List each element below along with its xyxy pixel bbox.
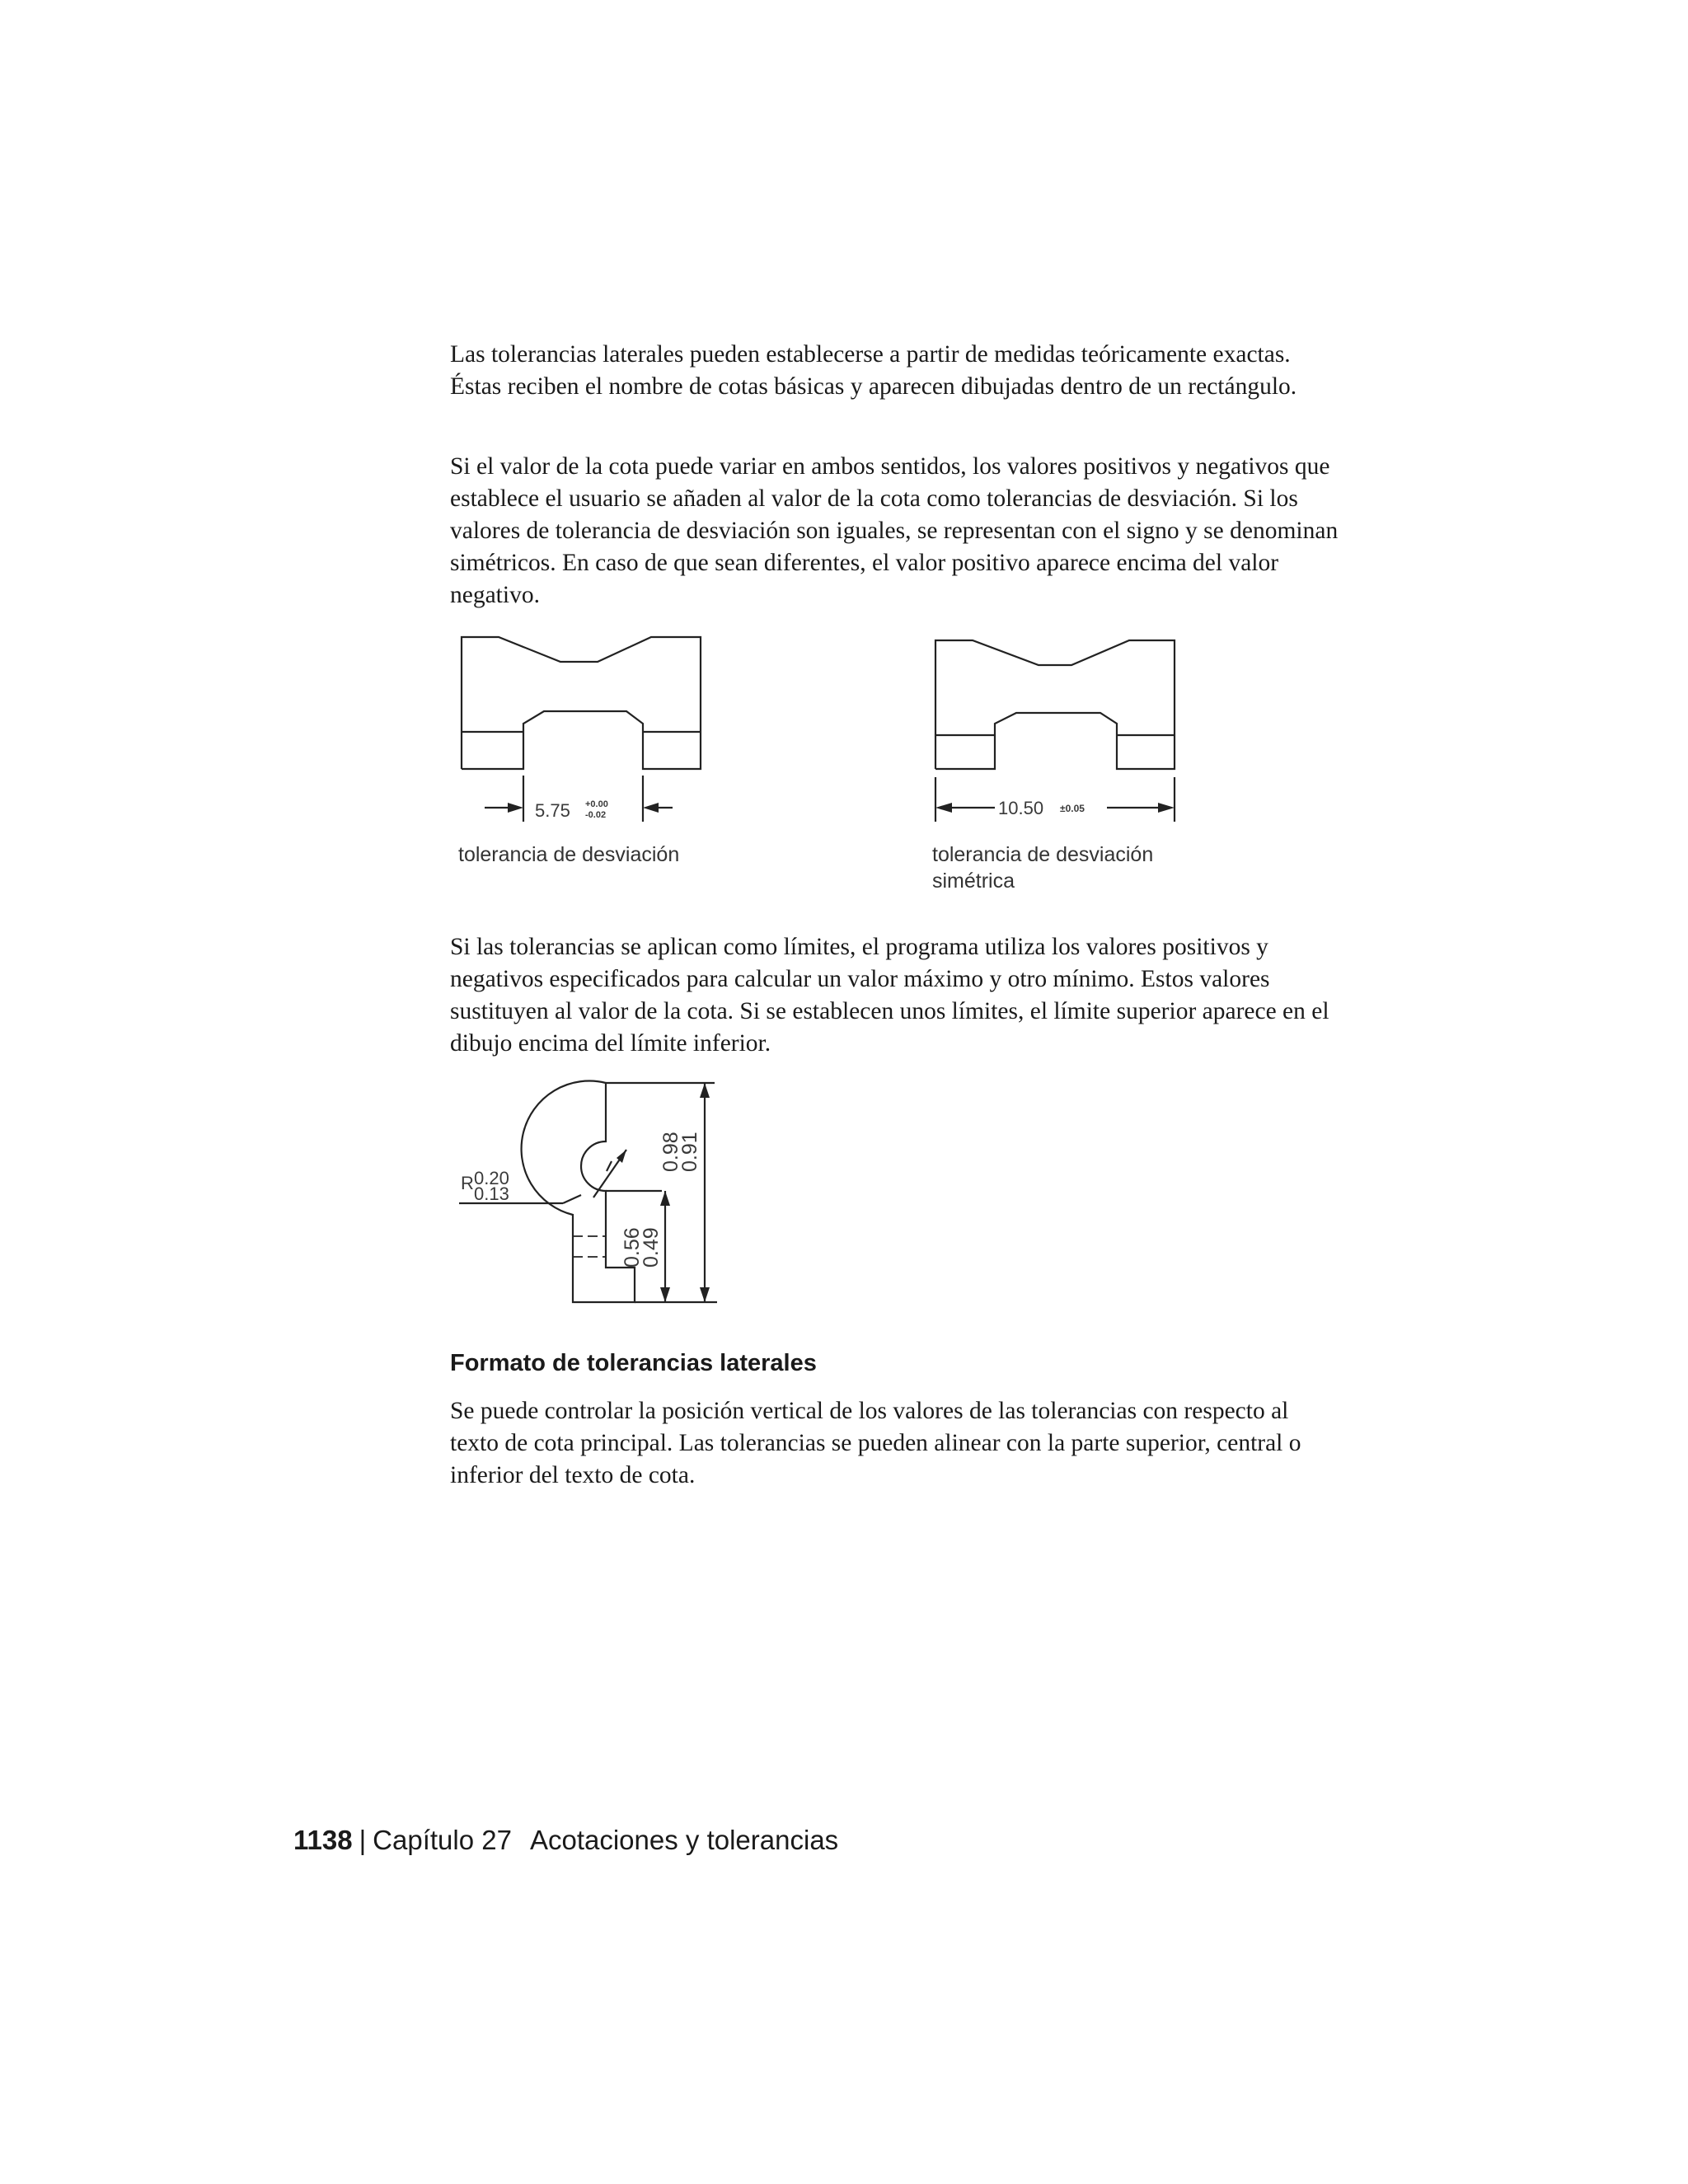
figure-symmetric-tolerance bbox=[927, 630, 1224, 902]
step-upper-limit: 0.56 bbox=[621, 1227, 644, 1268]
paragraph-tolerance-format: Se puede controlar la posición vertical de los valores de las tolerancias con respecto al texto de cota principal. Las tolerancias se pueden alinear con la parte superior, central o inferior del texto de cota. bbox=[450, 1398, 1301, 1488]
symmetric-tolerance: ±0.05 bbox=[1060, 803, 1085, 814]
figure-caption-line-1: tolerancia de desviación bbox=[932, 843, 1154, 866]
chapter-title: Acotaciones y tolerancias bbox=[529, 1825, 839, 1855]
dimension-value: 5.75 bbox=[535, 800, 570, 821]
page-number: 1138 bbox=[293, 1825, 353, 1855]
plus-tolerance: +0.00 bbox=[585, 799, 608, 809]
figure-limit-tolerance bbox=[457, 1080, 738, 1315]
radius-lower-limit: 0.13 bbox=[474, 1183, 509, 1204]
page-footer bbox=[293, 1824, 838, 1857]
dimension-value: 10.50 bbox=[998, 798, 1044, 818]
section-heading: Formato de tolerancias laterales bbox=[450, 1350, 817, 1376]
radius-prefix: R bbox=[461, 1173, 474, 1193]
figure-caption: tolerancia de desviación bbox=[458, 843, 680, 866]
paragraph-limit-tolerances: Si las tolerancias se aplican como límites, el programa utiliza los valores positivos y negativos especificados para calcular un valor máximo y otro mínimo. Estos valores sustituyen al valor de la cota. Si se establecen unos límites, el límite superior aparece en el dibujo encima del límite inferior. bbox=[450, 934, 1329, 1057]
figure-caption-line-2: simétrica bbox=[932, 869, 1015, 893]
figure-deviation-tolerance bbox=[453, 630, 734, 878]
part-outline bbox=[462, 637, 701, 769]
paragraph-basic-dimensions: Las tolerancias laterales pueden establecerse a partir de medidas teóricamente exactas. Éstas reciben el nombre de cotas básicas y aparecen dibujadas dentro de un rectángulo. bbox=[450, 341, 1297, 400]
paragraph-deviation-tolerances: Si el valor de la cota puede variar en ambos sentidos, los valores positivos y negativos que establece el usuario se añaden al valor de la cota como tolerancias de desviación. Si los valores de tolerancia de desviación son iguales, se representan con el signo y se denominan simétricos. En caso de que sean diferentes, el valor positivo aparece encima del valor negativo. bbox=[450, 453, 1339, 608]
radius-upper-limit: 0.20 bbox=[474, 1168, 509, 1188]
part-outline bbox=[935, 640, 1175, 769]
chapter-label: Capítulo 27 bbox=[373, 1825, 512, 1855]
height-lower-limit: 0.91 bbox=[678, 1132, 701, 1172]
height-upper-limit: 0.98 bbox=[659, 1132, 682, 1172]
minus-tolerance: -0.02 bbox=[585, 810, 607, 820]
footer-separator: | bbox=[359, 1825, 367, 1855]
step-lower-limit: 0.49 bbox=[640, 1227, 663, 1268]
